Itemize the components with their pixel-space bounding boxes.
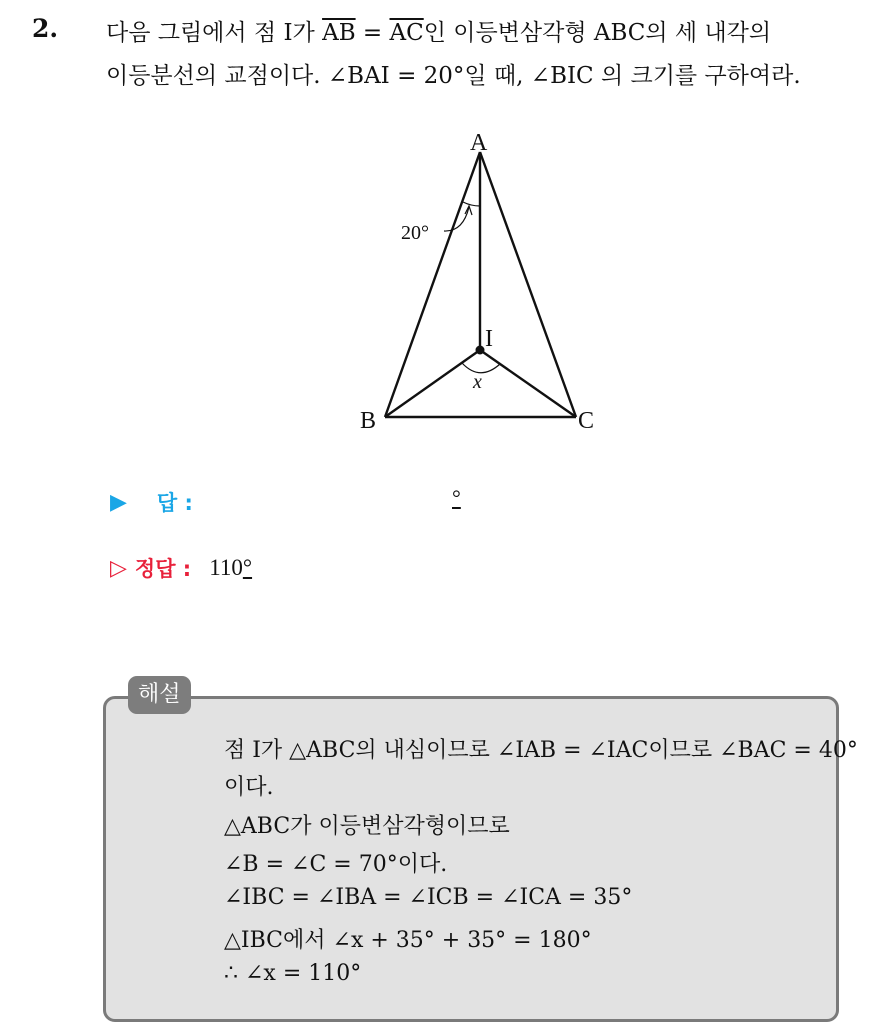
solution-line: 이다.: [224, 775, 274, 800]
question-text-part: 다음 그림에서 점 I가: [106, 20, 323, 46]
question-text-part: 인 이등변삼각형 ABC의 세 내각의: [423, 20, 772, 46]
label-b: B: [360, 408, 377, 434]
solution-line: ∴ ∠x = 110°: [224, 961, 362, 986]
solution-line: △IBC에서 ∠x + 35° + 35° = 180°: [224, 928, 592, 953]
solution-box: [103, 696, 858, 1022]
answer-input-unit[interactable]: °: [452, 485, 461, 510]
answer-row: [110, 485, 193, 519]
solution-line: 점 I가 △ABC의 내심이므로 ∠IAB = ∠IAC이므로 ∠BAC = 40°: [224, 738, 858, 763]
incenter-point: [476, 346, 485, 355]
label-i: I: [485, 326, 493, 352]
answer-label: 답 :: [156, 491, 193, 515]
solution-line: △ABC가 이등변삼각형이므로: [224, 814, 510, 839]
question-text-line2: 이등분선의 교점이다. ∠BAI = 20°일 때, ∠BIC 의 크기를 구하여라.: [106, 63, 801, 89]
correct-answer-unit: °: [242, 555, 253, 580]
side-ac: [480, 152, 576, 417]
side-ab: [385, 152, 480, 417]
triangle-figure: [340, 120, 620, 440]
solution-line: ∠IBC = ∠IBA = ∠ICB = ∠ICA = 35°: [224, 885, 633, 910]
solution-tab: 해설: [128, 676, 191, 714]
solution-line: ∠B = ∠C = 70°이다.: [224, 852, 448, 877]
segment-bi: [385, 350, 480, 417]
correct-answer-label: 정답 :: [134, 557, 192, 581]
label-angle-x: x: [473, 371, 482, 393]
equals-sign: =: [355, 20, 390, 46]
segment-ac: $\overline{AC}$: [389, 20, 424, 46]
segment-ci: [480, 350, 576, 417]
question-number: 2.: [32, 14, 59, 43]
correct-answer-row: [110, 551, 252, 585]
play-triangle-icon: ▶: [110, 489, 127, 515]
question-text-line1: [106, 14, 771, 47]
correct-answer-number: 110: [209, 555, 243, 580]
correct-answer-value: [209, 555, 252, 581]
segment-ab: $\overline{AB}$: [322, 20, 356, 46]
label-c: C: [578, 408, 595, 434]
label-a: A: [470, 130, 488, 156]
label-angle-20: 20°: [401, 222, 429, 244]
outline-triangle-icon: ▷: [110, 555, 127, 581]
angle-arc-bai: [463, 202, 480, 206]
